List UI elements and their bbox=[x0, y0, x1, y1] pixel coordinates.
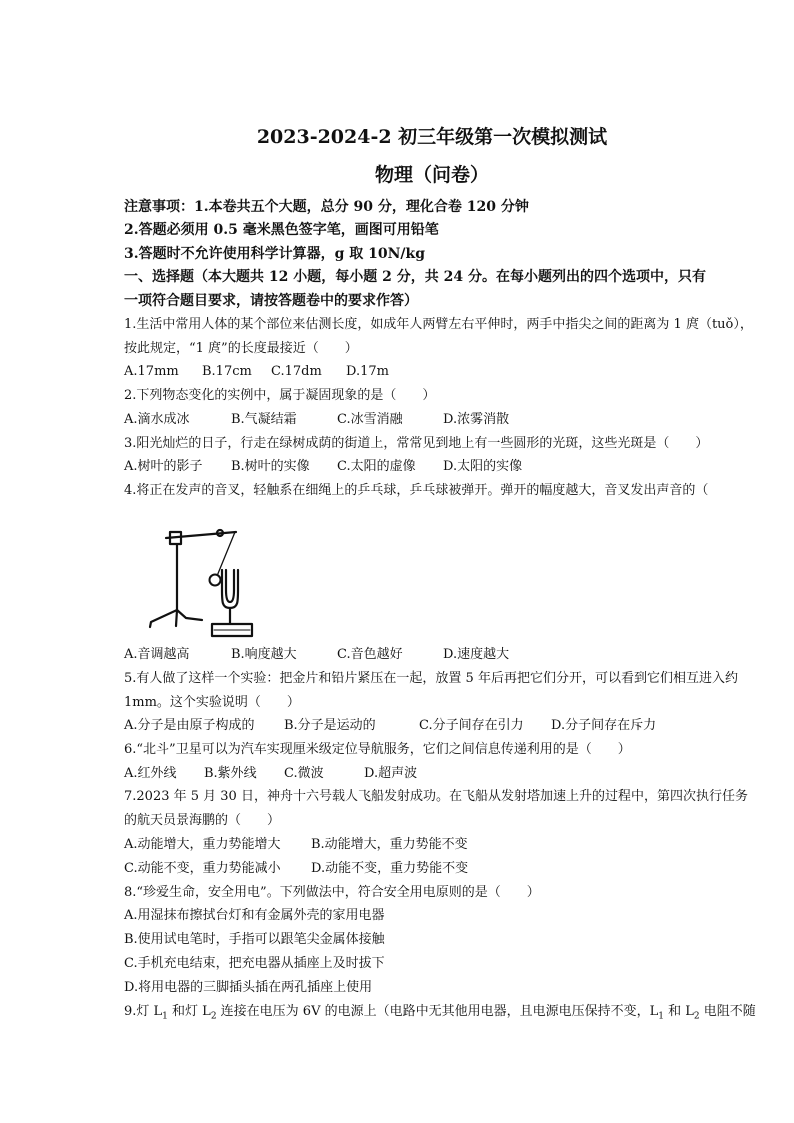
q8-stem: 8.“珍爱生命，安全用电”。下列做法中，符合安全用电原则的是（ ） bbox=[124, 885, 540, 900]
q9-text-4: 和 L bbox=[663, 1004, 694, 1019]
q6-option-c: C.微波 bbox=[284, 766, 324, 781]
note-1: 注意事项：1.本卷共五个大题，总分 90 分，理化合卷 120 分钟 bbox=[124, 199, 529, 215]
q2-option-d: D.浓雾消散 bbox=[443, 412, 510, 427]
q5-option-a: A.分子是由原子构成的 bbox=[124, 718, 255, 733]
q7-stem-line1: 7.2023 年 5 月 30 日，神舟十六号载人飞船发射成功。在飞船从发射塔加速上升的过程中，第四次执行任务 bbox=[124, 789, 748, 804]
q2-option-b: B.气凝结霜 bbox=[231, 412, 297, 427]
q4-option-b: B.响度越大 bbox=[231, 647, 297, 662]
q1-stem-line1: 1.生活中常用人体的某个部位来估测长度，如成年人两臂左右平伸时，两手中指尖之间的距离为 1 庹（tuǒ）， bbox=[124, 317, 753, 332]
q9-sub-4: 2 bbox=[693, 1011, 700, 1022]
q9-sub-1: 1 bbox=[162, 1011, 168, 1022]
q7-option-d: D.动能不变，重力势能不变 bbox=[311, 861, 469, 876]
q9-sub-2: 2 bbox=[210, 1011, 217, 1022]
q1-option-d: D.17m bbox=[346, 364, 389, 379]
q7-option-c: C.动能不变，重力势能减小 bbox=[124, 861, 281, 876]
note-2: 2.答题必须用 0.5 毫米黑色签字笔，画图可用铅笔 bbox=[124, 222, 439, 238]
q6-stem: 6.“北斗”卫星可以为汽车实现厘米级定位导航服务，它们之间信息传递利用的是（ ） bbox=[124, 742, 631, 757]
q9-sub-3: 1 bbox=[658, 1011, 664, 1022]
q3-option-b: B.树叶的实像 bbox=[231, 459, 310, 474]
q4-option-a: A.音调越高 bbox=[124, 647, 190, 662]
q3-option-a: A.树叶的影子 bbox=[124, 459, 203, 474]
q1-option-a: A.17mm bbox=[124, 364, 179, 379]
q5-stem-line1: 5.有人做了这样一个实验：把金片和铅片紧压在一起，放置 5 年后再把它们分开，可以看到它们相互进入约 bbox=[124, 671, 738, 686]
q5-option-b: B.分子是运动的 bbox=[284, 718, 376, 733]
q9-text-2: 和灯 L bbox=[167, 1004, 211, 1019]
q1-option-c: C.17dm bbox=[271, 364, 322, 379]
q4-option-c: C.音色越好 bbox=[337, 647, 403, 662]
q2-stem: 2.下列物态变化的实例中，属于凝固现象的是（ ） bbox=[124, 388, 436, 403]
exam-title: 2023-2024-2 初三年级第一次模拟测试 bbox=[256, 126, 608, 148]
q7-stem-line2: 的航天员景海鹏的（ ） bbox=[124, 813, 281, 828]
q7-option-a: A.动能增大，重力势能增大 bbox=[124, 837, 281, 852]
note-3: 3.答题时不允许使用科学计算器，g 取 10N/kg bbox=[124, 246, 426, 262]
q3-option-c: C.太阳的虚像 bbox=[337, 459, 416, 474]
q5-option-c: C.分子间存在引力 bbox=[419, 718, 524, 733]
q7-option-b: B.动能增大，重力势能不变 bbox=[311, 837, 468, 852]
q6-option-d: D.超声波 bbox=[364, 766, 418, 781]
q9-text-1: 9.灯 L bbox=[124, 1004, 163, 1019]
tuning-fork-figure bbox=[146, 514, 276, 640]
exam-subtitle: 物理（问卷） bbox=[374, 164, 489, 186]
q2-option-a: A.滴水成冰 bbox=[124, 412, 190, 427]
q8-option-a: A.用湿抹布擦拭台灯和有金属外壳的家用电器 bbox=[124, 908, 385, 923]
q3-option-d: D.太阳的实像 bbox=[443, 459, 523, 474]
q8-option-d: D.将用电器的三脚插头插在两孔插座上使用 bbox=[124, 980, 373, 995]
q6-option-b: B.紫外线 bbox=[204, 766, 257, 781]
q1-stem-line2: 按此规定，“1 庹”的长度最接近（ ） bbox=[124, 341, 358, 356]
q9-stem bbox=[124, 1003, 756, 1026]
q8-option-c: C.手机充电结束，把充电器从插座上及时拔下 bbox=[124, 956, 385, 971]
q5-stem-line2: 1mm。这个实验说明（ ） bbox=[124, 695, 300, 710]
q3-stem: 3.阳光灿烂的日子，行走在绿树成荫的街道上，常常见到地上有一些圆形的光斑，这些光斑是（ ） bbox=[124, 436, 709, 451]
q2-option-c: C.冰雪消融 bbox=[337, 412, 403, 427]
q4-option-d: D.速度越大 bbox=[443, 647, 510, 662]
section-heading-line2: 一项符合题目要求，请按答题卷中的要求作答） bbox=[124, 293, 418, 309]
section-heading-line1: 一、选择题（本大题共 12 小题，每小题 2 分，共 24 分。在每小题列出的四个选项中，只有 bbox=[124, 269, 706, 285]
q5-option-d: D.分子间存在斥力 bbox=[551, 718, 657, 733]
q4-stem: 4.将正在发声的音叉，轻触系在细绳上的乒乓球，乒乓球被弹开。弹开的幅度越大，音叉发出声音的（ bbox=[124, 483, 709, 498]
q1-option-b: B.17cm bbox=[202, 364, 252, 379]
q9-text-3: 连接在电压为 6V 的电源上（电路中无其他用电器，且电源电压保持不变，L bbox=[216, 1004, 659, 1019]
q9-text-5: 电阻不随 bbox=[699, 1004, 756, 1019]
q6-option-a: A.红外线 bbox=[124, 766, 177, 781]
q8-option-b: B.使用试电笔时，手指可以跟笔尖金属体接触 bbox=[124, 932, 385, 947]
